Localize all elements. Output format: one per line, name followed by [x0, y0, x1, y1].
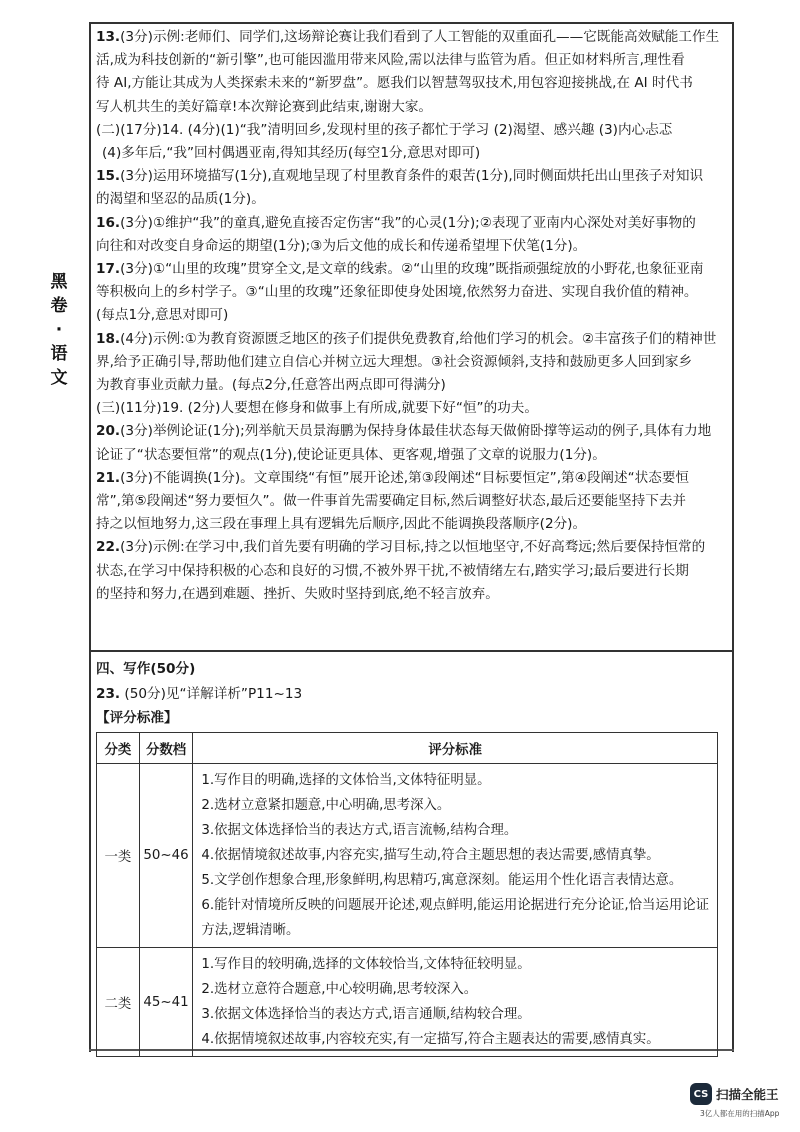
- category-cell: 二类: [97, 948, 140, 1057]
- answer-line: 持之以恒地努力,这三段在事理上具有逻辑先后顺序,因此不能调换段落顺序(2分)。: [96, 516, 587, 533]
- question-number: 21.: [96, 469, 121, 486]
- answer-line: 待 AI,方能让其成为人类探索未来的“新罗盘”。愿我们以智慧驾驭技术,用包容迎接挑战,在 AI 时代书: [96, 75, 693, 92]
- answer-line: 活,成为科技创新的“新引擎”,也可能因滥用带来风险,需以法律与监管为盾。但正如材料所言,理性看: [96, 52, 685, 69]
- answer-line: 常”,第⑤段阐述“努力要恒久”。做一件事首先需要确定目标,然后调整好状态,最后还要能坚持下去并: [96, 493, 687, 510]
- answer-line: (4)多年后,“我”回村偶遇亚南,得知其经历(每空1分,意思对即可): [102, 145, 481, 162]
- answer-line: 向往和对改变自身命运的期望(1分);③为后文他的成长和传递希望埋下伏笔(1分)。: [96, 237, 587, 254]
- answer-18: [96, 328, 724, 398]
- answer-line: 等积极向上的乡村学子。③“山里的玫瑰”还象征即使身处困境,依然努力奋进、实现自我价值的精神。: [96, 284, 698, 301]
- side-label-char: 文: [50, 368, 68, 388]
- question-number: 13.: [96, 29, 121, 45]
- answer-line: (三)(11分)19. (2分)人要想在修身和做事上有所成,就要下好“恒”的功夫。: [96, 400, 538, 417]
- criteria-item: 4.依据情境叙述故事,内容充实,描写生动,符合主题思想的表达需要,感情真挚。: [201, 848, 660, 863]
- answer-line: (4分)示例:①为教育资源匮乏地区的孩子们提供免费教育,给他们学习的机会。②丰富孩子们的精神世: [120, 330, 717, 347]
- side-label-char: 黑: [50, 272, 68, 292]
- table-row: [97, 948, 718, 1057]
- criteria-item: 1.写作目的较明确,选择的文体较恰当,文体特征较明显。: [201, 957, 531, 972]
- camscanner-logo-icon: CS: [690, 1083, 712, 1105]
- criteria-item: 3.依据文体选择恰当的表达方式,语言流畅,结构合理。: [201, 823, 518, 838]
- answer-line: 论证了“状态要恒常”的观点(1分),使论证更具体、更客观,增强了文章的说服力(1分)。: [96, 446, 606, 463]
- answer-line: 为教育事业贡献力量。(每点2分,任意答出两点即可得满分): [96, 377, 446, 394]
- answer-line: (3分)运用环境描写(1分),直观地呈现了村里教育条件的艰苦(1分),同时侧面烘托出山里孩子对知识: [120, 168, 704, 185]
- answer-22: [96, 536, 724, 606]
- answer-line: (3分)①维护“我”的童真,避免直接否定伤害“我”的心灵(1分);②表现了亚南内心深处对美好事物的: [120, 214, 696, 231]
- answer-14: [96, 119, 724, 165]
- criteria-title: 【评分标准】: [96, 710, 178, 726]
- answer-20: [96, 420, 724, 466]
- watermark-name: 扫描全能王: [716, 1087, 779, 1102]
- answer-17: [96, 258, 724, 328]
- answer-line: 的渴望和坚忍的品质(1分)。: [96, 191, 265, 208]
- answer-21: [96, 467, 724, 537]
- answer-line: (3分)示例:在学习中,我们首先要有明确的学习目标,持之以恒地坚守,不好高骛远;然后要保持恒常的: [120, 539, 706, 556]
- scanner-watermark: [690, 1083, 779, 1105]
- answer-line: (二)(17分)14. (4分)(1)“我”清明回乡,发现村里的孩子都忙于学习 (2)渴望、感兴趣 (3)内心忐忑: [96, 121, 673, 138]
- table-header: 评分标准: [193, 733, 718, 764]
- question-number: 15.: [96, 168, 121, 185]
- criteria-item: 6.能针对情境所反映的问题展开论述,观点鲜明,能运用论据进行充分论证,恰当运用论证: [201, 898, 709, 913]
- question-number: 20.: [96, 423, 121, 440]
- answer-line: (3分)示例:老师们、同学们,这场辩论赛让我们看到了人工智能的双重面孔——它既能高效赋能工作生: [120, 29, 720, 45]
- section-title-writing: 四、写作(50分): [96, 661, 196, 677]
- question-number: 18.: [96, 330, 121, 347]
- answer-line: (3分)不能调换(1分)。文章围绕“有恒”展开论述,第③段阐述“目标要恒定”,第④段阐述“状态要恒: [120, 469, 690, 486]
- table-header: 分数档: [139, 733, 193, 764]
- answer-line: (每点1分,意思对即可): [96, 307, 229, 324]
- criteria-item: 方法,逻辑清晰。: [201, 923, 300, 938]
- answer-19: [96, 397, 724, 420]
- question-number: 16.: [96, 214, 121, 231]
- answer-15: [96, 165, 724, 211]
- criteria-cell: [193, 948, 718, 1057]
- question-23: [96, 682, 302, 702]
- criteria-item: 2.选材立意符合题意,中心较明确,思考较深入。: [201, 982, 478, 997]
- criteria-item: 1.写作目的明确,选择的文体恰当,文体特征明显。: [201, 773, 491, 788]
- side-label-subject: [46, 270, 72, 390]
- table-row: [97, 764, 718, 948]
- answer-line: 界,给予正确引导,帮助他们建立自信心并树立远大理想。③社会资源倾斜,支持和鼓励更多人回到家乡: [96, 353, 693, 370]
- scoring-table: [96, 732, 718, 1057]
- answer-line: 状态,在学习中保持积极的心态和良好的习惯,不被外界干扰,不被情绪左右,踏实学习;最后要进行长期: [96, 562, 689, 579]
- criteria-item: 4.依据情境叙述故事,内容较充实,有一定描写,符合主题表达的需要,感情真实。: [201, 1032, 660, 1047]
- answer-16: [96, 212, 724, 258]
- range-cell: 45~41: [139, 948, 193, 1057]
- answer-line: 的坚持和努力,在遇到难题、挫折、失败时坚持到底,绝不轻言放弃。: [96, 585, 499, 602]
- side-label-char: ·: [55, 320, 63, 340]
- answer-line: (3分)举例论证(1分);列举航天员景海鹏为保持身体最佳状态每天做俯卧撑等运动的例子,具体有力地: [120, 423, 712, 440]
- criteria-cell: [193, 764, 718, 948]
- criteria-item: 3.依据文体选择恰当的表达方式,语言通顺,结构较合理。: [201, 1007, 531, 1022]
- side-label-char: 卷: [50, 296, 68, 316]
- answer-list: [96, 26, 724, 606]
- question-number: 23.: [96, 686, 121, 702]
- table-header: 分类: [97, 733, 140, 764]
- category-cell: 一类: [97, 764, 140, 948]
- answer-line: (3分)①“山里的玫瑰”贯穿全文,是文章的线索。②“山里的玫瑰”既指顽强绽放的小野花,也象征亚南: [120, 261, 704, 278]
- table-header-row: [97, 733, 718, 764]
- answer-13: [96, 26, 724, 119]
- range-cell: 50~46: [139, 764, 193, 948]
- watermark-tagline: 3亿人都在用的扫描App: [700, 1109, 780, 1118]
- side-label-char: 语: [50, 344, 68, 364]
- answer-line: 写人机共生的美好篇章!本次辩论赛到此结束,谢谢大家。: [96, 98, 433, 115]
- question-number: 17.: [96, 261, 121, 278]
- question-number: 22.: [96, 539, 121, 556]
- criteria-item: 5.文学创作想象合理,形象鲜明,构思精巧,寓意深刻。能运用个性化语言表情达意。: [201, 873, 683, 888]
- criteria-item: 2.选材立意紧扣题意,中心明确,思考深入。: [201, 798, 451, 813]
- question-23-text: (50分)见“详解详析”P11~13: [124, 686, 303, 702]
